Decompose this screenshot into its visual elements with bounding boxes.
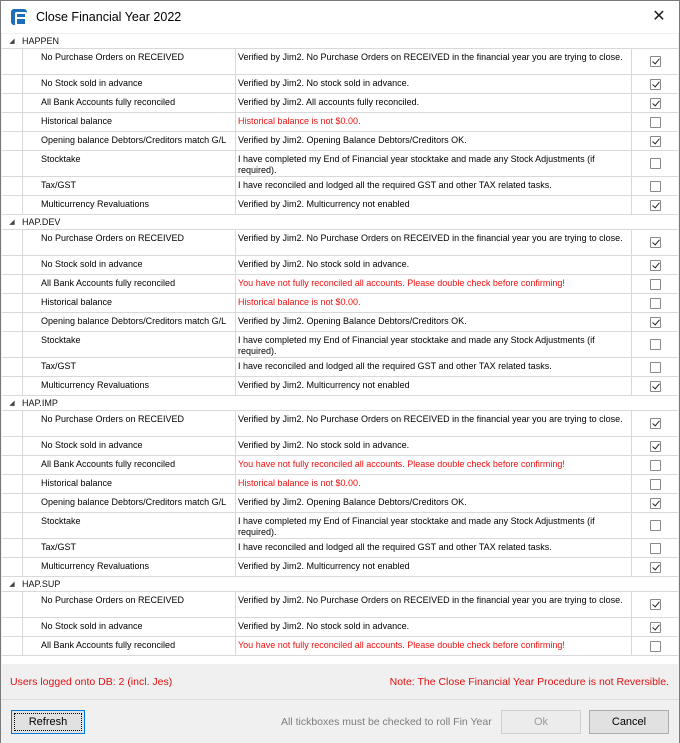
row-indent: [2, 294, 22, 312]
checklist-row: [2, 151, 678, 177]
row-indent: [2, 411, 22, 436]
checkbox-cell: [632, 592, 678, 617]
checklist-row: [2, 494, 678, 513]
task-cell: Multicurrency Revaluations: [22, 196, 236, 214]
checkbox-cell: [632, 230, 678, 255]
task-cell: Historical balance: [22, 113, 236, 131]
checkbox-cell: [632, 437, 678, 455]
status-message-cell: I have completed my End of Financial year stocktake and made any Stock Adjustments (if required).: [236, 513, 632, 538]
checkbox-cell: [632, 132, 678, 150]
checkbox-cell: [632, 358, 678, 376]
checklist-row: [2, 75, 678, 94]
checklist-row: [2, 177, 678, 196]
status-message-cell: Verified by Jim2. Multicurrency not enabled: [236, 558, 632, 576]
status-message-cell: Verified by Jim2. All accounts fully reconciled.: [236, 94, 632, 112]
confirm-checkbox[interactable]: [650, 98, 661, 109]
checklist-row: [2, 377, 678, 396]
checkbox-cell: [632, 256, 678, 274]
status-message-cell: Verified by Jim2. No stock sold in advance.: [236, 75, 632, 93]
row-indent: [2, 592, 22, 617]
checkbox-cell: [632, 151, 678, 176]
checklist-row: [2, 558, 678, 577]
confirm-checkbox[interactable]: [650, 441, 661, 452]
checklist-grid: [2, 34, 678, 664]
checkbox-cell: [632, 539, 678, 557]
checklist-row: [2, 49, 678, 75]
confirm-checkbox[interactable]: [650, 298, 661, 309]
row-indent: [2, 196, 22, 214]
group-name: HAPPEN: [22, 36, 60, 46]
task-cell: No Purchase Orders on RECEIVED: [22, 592, 236, 617]
group-name: HAP.SUP: [22, 579, 61, 589]
task-cell: Tax/GST: [22, 358, 236, 376]
checklist-row: [2, 513, 678, 539]
checklist-row: [2, 475, 678, 494]
checkbox-cell: [632, 618, 678, 636]
collapse-triangle-icon[interactable]: ◢: [9, 400, 15, 407]
row-indent: [2, 151, 22, 176]
task-cell: Opening balance Debtors/Creditors match G/L: [22, 132, 236, 150]
confirm-checkbox[interactable]: [650, 79, 661, 90]
row-indent: [2, 230, 22, 255]
collapse-triangle-icon[interactable]: ◢: [9, 219, 15, 226]
button-bar: [1, 699, 679, 743]
row-indent: [2, 94, 22, 112]
confirm-checkbox[interactable]: [650, 181, 661, 192]
task-cell: Stocktake: [22, 151, 236, 176]
ok-button[interactable]: Ok: [501, 710, 581, 734]
checkbox-cell: [632, 177, 678, 195]
refresh-button[interactable]: Refresh: [11, 710, 85, 734]
status-message-cell: Verified by Jim2. No Purchase Orders on RECEIVED in the financial year you are trying to close.: [236, 49, 632, 74]
task-cell: Opening balance Debtors/Creditors match G/L: [22, 313, 236, 331]
checklist-row: [2, 313, 678, 332]
checkbox-cell: [632, 475, 678, 493]
confirm-checkbox[interactable]: [650, 339, 661, 350]
status-message-cell: Verified by Jim2. No Purchase Orders on RECEIVED in the financial year you are trying to close.: [236, 592, 632, 617]
row-indent: [2, 539, 22, 557]
task-cell: No Purchase Orders on RECEIVED: [22, 49, 236, 74]
checklist-row: [2, 358, 678, 377]
checkbox-cell: [632, 49, 678, 74]
checkbox-cell: [632, 275, 678, 293]
status-message-cell: I have reconciled and lodged all the required GST and other TAX related tasks.: [236, 177, 632, 195]
checkbox-cell: [632, 75, 678, 93]
row-indent: [2, 132, 22, 150]
confirm-checkbox[interactable]: [650, 641, 661, 652]
status-message-cell: I have completed my End of Financial year stocktake and made any Stock Adjustments (if required).: [236, 332, 632, 357]
checkbox-cell: [632, 494, 678, 512]
checkbox-cell: [632, 513, 678, 538]
task-cell: Tax/GST: [22, 177, 236, 195]
status-message-cell: Verified by Jim2. No Purchase Orders on RECEIVED in the financial year you are trying to close.: [236, 230, 632, 255]
close-icon[interactable]: ✕: [652, 8, 666, 25]
checklist-row: [2, 539, 678, 558]
checklist-row: [2, 411, 678, 437]
status-message-cell: Historical balance is not $0.00.: [236, 475, 632, 493]
group-header[interactable]: [2, 577, 678, 592]
task-cell: No Purchase Orders on RECEIVED: [22, 411, 236, 436]
checklist-row: [2, 230, 678, 256]
task-cell: Opening balance Debtors/Creditors match G/L: [22, 494, 236, 512]
task-cell: Historical balance: [22, 294, 236, 312]
confirm-checkbox[interactable]: [650, 543, 661, 554]
checkbox-cell: [632, 332, 678, 357]
checkbox-cell: [632, 637, 678, 655]
task-cell: Multicurrency Revaluations: [22, 377, 236, 395]
status-message-cell: Verified by Jim2. Opening Balance Debtors/Creditors OK.: [236, 494, 632, 512]
title-bar: [1, 1, 679, 33]
irreversible-warning: Note: The Close Financial Year Procedure is not Reversible.: [389, 676, 669, 688]
checkbox-cell: [632, 313, 678, 331]
task-cell: All Bank Accounts fully reconciled: [22, 456, 236, 474]
confirm-checkbox[interactable]: [650, 158, 661, 169]
row-indent: [2, 256, 22, 274]
row-indent: [2, 75, 22, 93]
cancel-button[interactable]: Cancel: [589, 710, 669, 734]
task-cell: Stocktake: [22, 513, 236, 538]
row-indent: [2, 513, 22, 538]
row-indent: [2, 177, 22, 195]
group-name: HAP.IMP: [22, 398, 58, 408]
checkbox-cell: [632, 113, 678, 131]
checklist-row: [2, 256, 678, 275]
checklist-row: [2, 294, 678, 313]
confirm-checkbox[interactable]: [650, 56, 661, 67]
row-indent: [2, 377, 22, 395]
group-header[interactable]: [2, 34, 678, 49]
row-indent: [2, 275, 22, 293]
row-indent: [2, 358, 22, 376]
task-cell: All Bank Accounts fully reconciled: [22, 94, 236, 112]
checklist-row: [2, 94, 678, 113]
status-message-cell: Historical balance is not $0.00.: [236, 113, 632, 131]
row-indent: [2, 618, 22, 636]
task-cell: No Stock sold in advance: [22, 618, 236, 636]
confirm-checkbox[interactable]: [650, 498, 661, 509]
checkbox-cell: [632, 196, 678, 214]
row-indent: [2, 49, 22, 74]
status-message-cell: You have not fully reconciled all accounts. Please double check before confirming!: [236, 275, 632, 293]
users-logged-note: Users logged onto DB: 2 (incl. Jes): [10, 676, 173, 688]
confirm-checkbox[interactable]: [650, 136, 661, 147]
status-message-cell: I have reconciled and lodged all the required GST and other TAX related tasks.: [236, 539, 632, 557]
confirm-checkbox[interactable]: [650, 117, 661, 128]
checklist-row: [2, 618, 678, 637]
confirm-checkbox[interactable]: [650, 562, 661, 573]
task-cell: All Bank Accounts fully reconciled: [22, 637, 236, 655]
status-message-cell: Verified by Jim2. No stock sold in advance.: [236, 437, 632, 455]
confirm-checkbox[interactable]: [650, 520, 661, 531]
row-indent: [2, 558, 22, 576]
confirm-checkbox[interactable]: [650, 317, 661, 328]
status-message-cell: Verified by Jim2. Multicurrency not enabled: [236, 377, 632, 395]
confirm-checkbox[interactable]: [650, 599, 661, 610]
task-cell: No Stock sold in advance: [22, 75, 236, 93]
confirm-checkbox[interactable]: [650, 279, 661, 290]
task-cell: Multicurrency Revaluations: [22, 558, 236, 576]
confirm-checkbox[interactable]: [650, 237, 661, 248]
status-message-cell: Verified by Jim2. No Purchase Orders on RECEIVED in the financial year you are trying to close.: [236, 411, 632, 436]
row-indent: [2, 456, 22, 474]
checklist-row: [2, 332, 678, 358]
status-message-cell: I have reconciled and lodged all the required GST and other TAX related tasks.: [236, 358, 632, 376]
checklist-row: [2, 456, 678, 475]
status-message-cell: Historical balance is not $0.00.: [236, 294, 632, 312]
group-name: HAP.DEV: [22, 217, 61, 227]
checkbox-cell: [632, 558, 678, 576]
collapse-triangle-icon[interactable]: ◢: [9, 38, 15, 45]
status-message-cell: Verified by Jim2. Multicurrency not enabled: [236, 196, 632, 214]
checkbox-cell: [632, 411, 678, 436]
checkbox-cell: [632, 456, 678, 474]
confirm-checkbox[interactable]: [650, 200, 661, 211]
row-indent: [2, 332, 22, 357]
checklist-row: [2, 637, 678, 656]
confirm-checkbox[interactable]: [650, 260, 661, 271]
task-cell: Historical balance: [22, 475, 236, 493]
checklist-row: [2, 592, 678, 618]
status-message-cell: Verified by Jim2. Opening Balance Debtors/Creditors OK.: [236, 132, 632, 150]
checkbox-cell: [632, 294, 678, 312]
group-header[interactable]: [2, 396, 678, 411]
checkbox-cell: [632, 94, 678, 112]
status-message-cell: Verified by Jim2. Opening Balance Debtors/Creditors OK.: [236, 313, 632, 331]
row-indent: [2, 313, 22, 331]
status-message-cell: I have completed my End of Financial year stocktake and made any Stock Adjustments (if required).: [236, 151, 632, 176]
row-indent: [2, 637, 22, 655]
status-message-cell: Verified by Jim2. No stock sold in advance.: [236, 256, 632, 274]
status-message-cell: You have not fully reconciled all accounts. Please double check before confirming!: [236, 456, 632, 474]
task-cell: No Stock sold in advance: [22, 256, 236, 274]
row-indent: [2, 437, 22, 455]
checklist-row: [2, 196, 678, 215]
row-indent: [2, 113, 22, 131]
checklist-row: [2, 275, 678, 294]
row-indent: [2, 475, 22, 493]
checklist-row: [2, 113, 678, 132]
group-header[interactable]: [2, 215, 678, 230]
collapse-triangle-icon[interactable]: ◢: [9, 581, 15, 588]
checklist-row: [2, 437, 678, 456]
app-logo-icon: [11, 9, 27, 25]
task-cell: No Purchase Orders on RECEIVED: [22, 230, 236, 255]
confirm-checkbox[interactable]: [650, 479, 661, 490]
status-message-cell: Verified by Jim2. No stock sold in advance.: [236, 618, 632, 636]
confirm-checkbox[interactable]: [650, 362, 661, 373]
task-cell: Stocktake: [22, 332, 236, 357]
status-message-cell: You have not fully reconciled all accounts. Please double check before confirming!: [236, 637, 632, 655]
task-cell: All Bank Accounts fully reconciled: [22, 275, 236, 293]
confirm-checkbox[interactable]: [650, 418, 661, 429]
confirm-checkbox[interactable]: [650, 622, 661, 633]
confirm-checkbox[interactable]: [650, 460, 661, 471]
window-title: Close Financial Year 2022: [36, 10, 182, 24]
row-indent: [2, 494, 22, 512]
confirm-checkbox[interactable]: [650, 381, 661, 392]
task-cell: No Stock sold in advance: [22, 437, 236, 455]
task-cell: Tax/GST: [22, 539, 236, 557]
checkbox-cell: [632, 377, 678, 395]
tickbox-hint: All tickboxes must be checked to roll Fin Year: [281, 716, 492, 728]
checklist-row: [2, 132, 678, 151]
